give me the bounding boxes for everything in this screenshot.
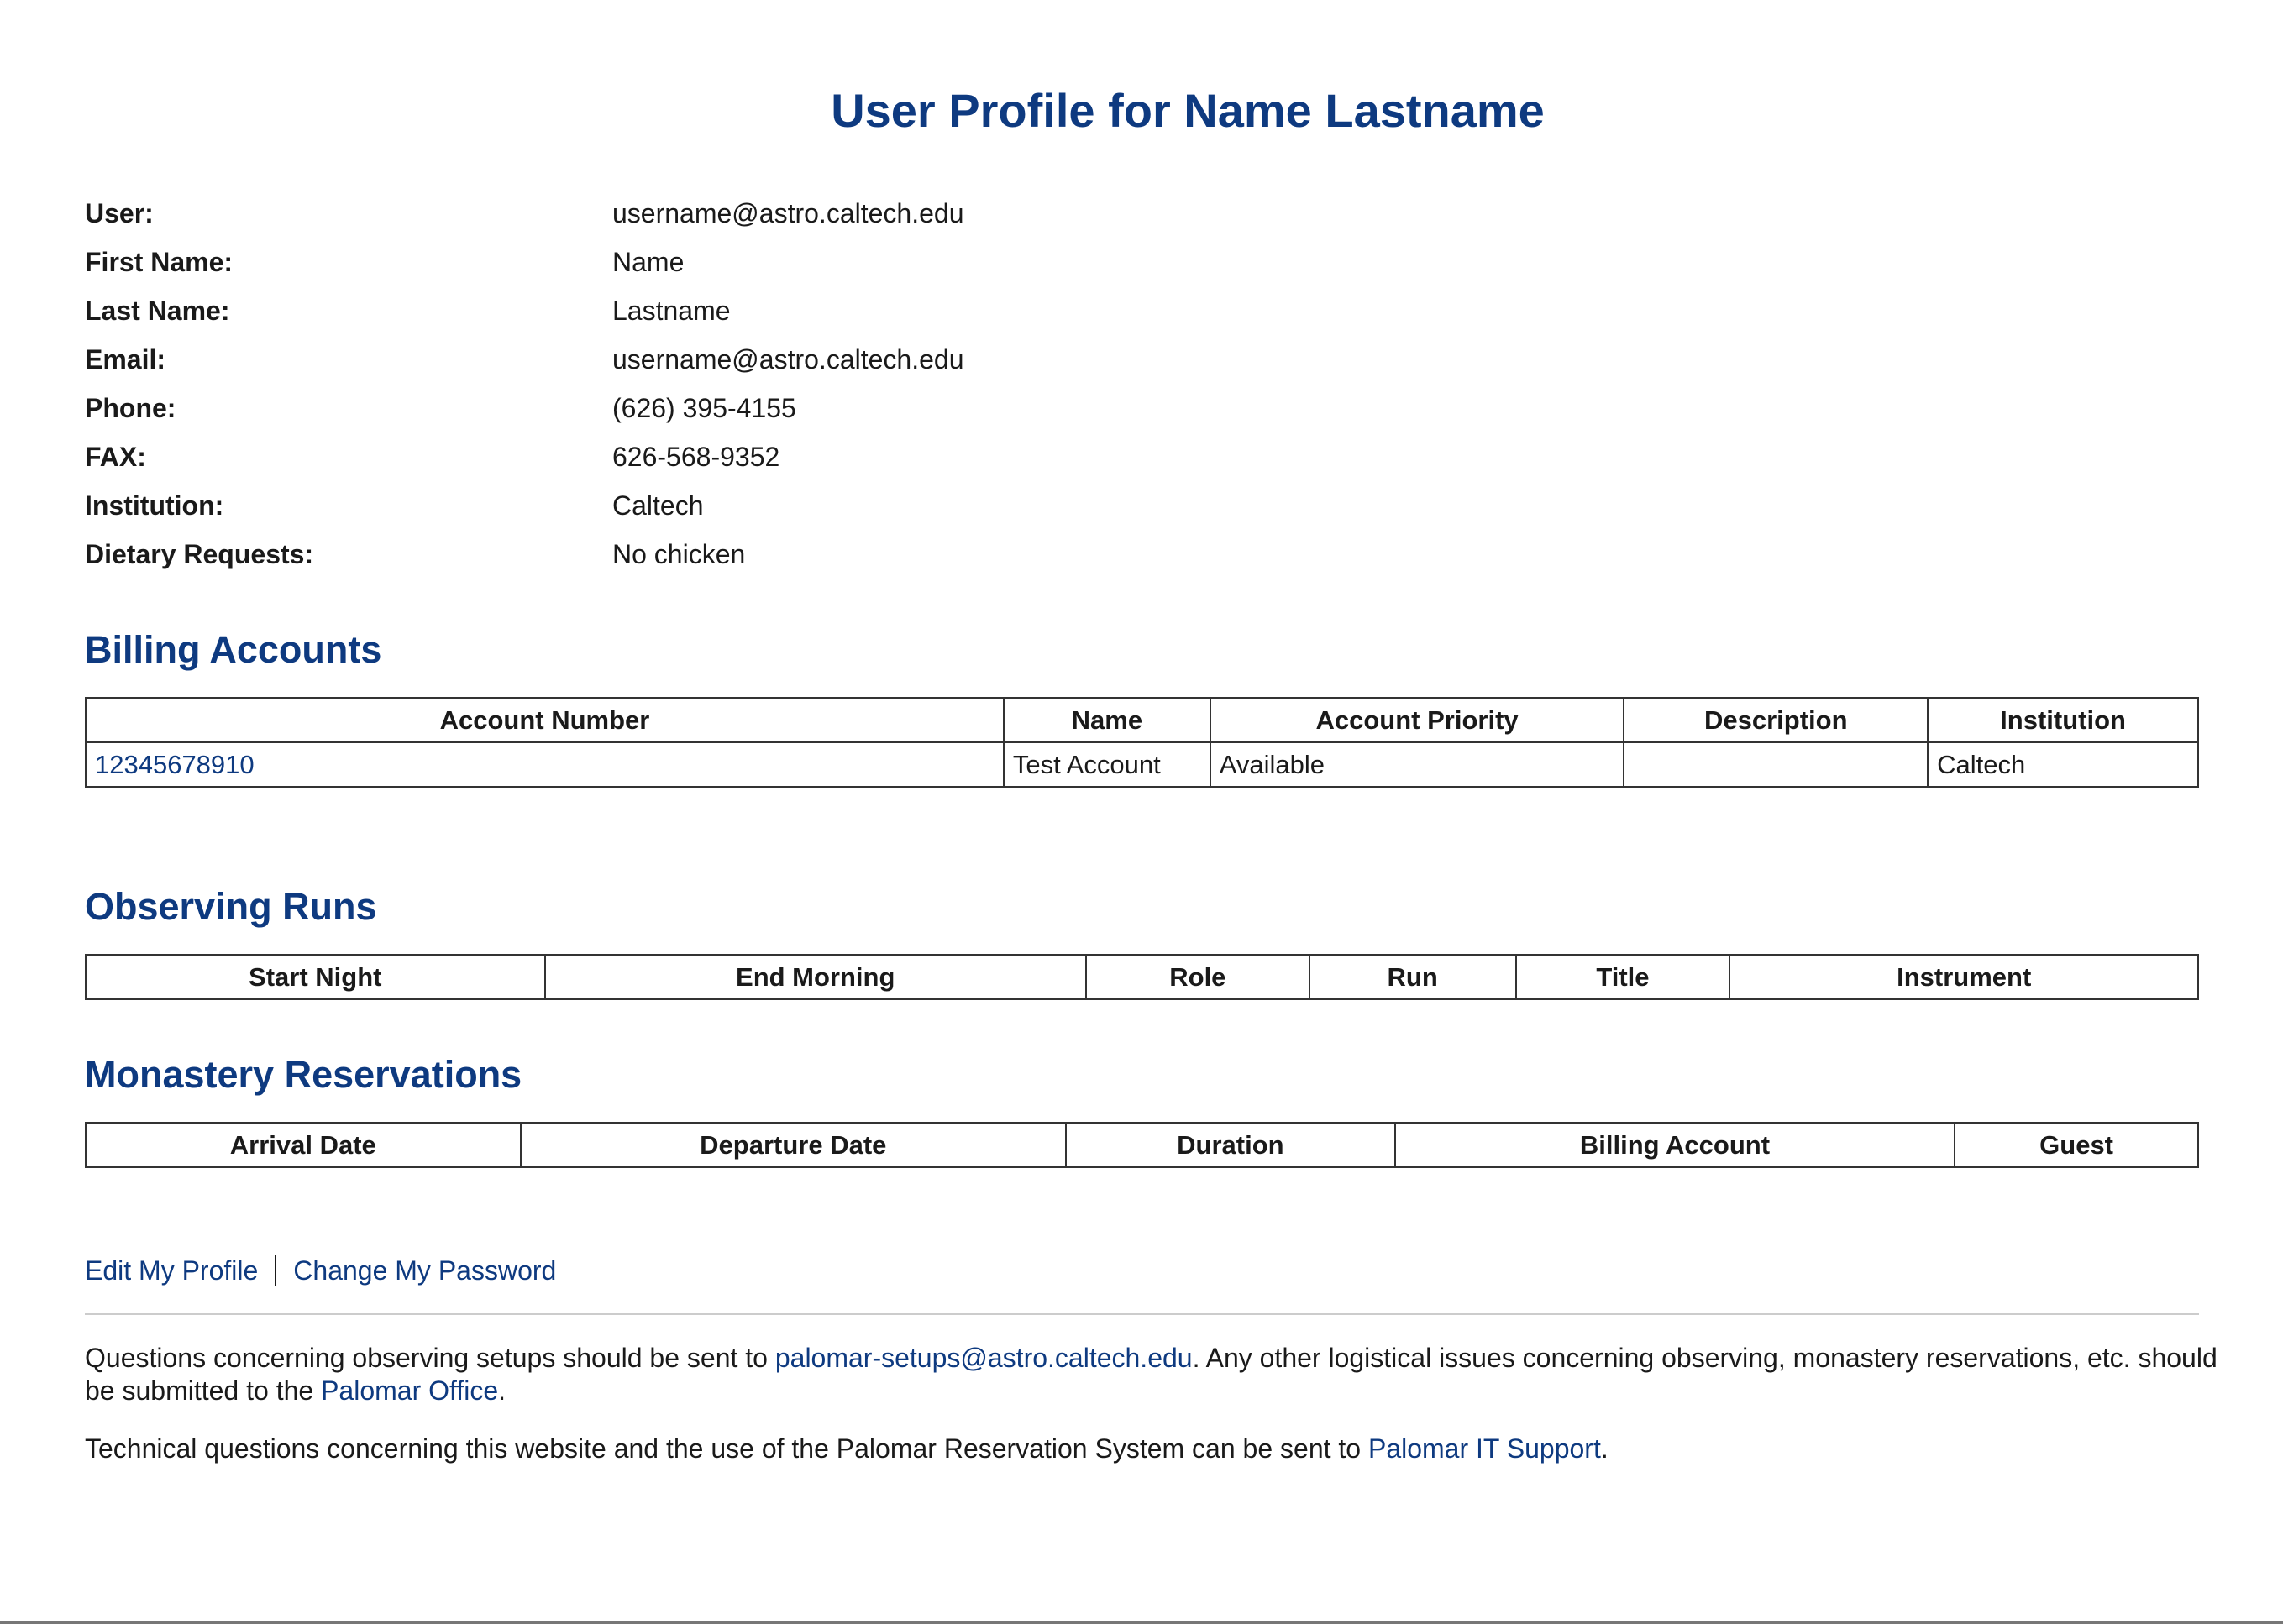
paragraph-text: . <box>498 1375 506 1406</box>
billing-accounts-heading: Billing Accounts <box>85 628 382 671</box>
observing-runs-table <box>85 954 2199 1000</box>
account-description-cell <box>1624 742 1928 787</box>
profile-label: User: <box>85 197 154 228</box>
change-password-link[interactable]: Change My Password <box>293 1255 557 1286</box>
column-header-description: Description <box>1624 698 1928 742</box>
column-header-end-morning: End Morning <box>545 955 1086 999</box>
table-header-row <box>86 698 2198 742</box>
profile-row-first-name <box>85 238 1261 286</box>
column-header-name: Name <box>1004 698 1210 742</box>
column-header-account-priority: Account Priority <box>1210 698 1624 742</box>
column-header-instrument: Instrument <box>1729 955 2198 999</box>
technical-questions-paragraph <box>85 1433 2235 1465</box>
column-header-departure-date: Departure Date <box>521 1123 1066 1167</box>
profile-value-first-name: Name <box>612 246 685 277</box>
profile-label: Last Name: <box>85 295 230 326</box>
paragraph-text: . <box>1600 1433 1609 1464</box>
profile-row-fax <box>85 432 1261 481</box>
profile-row-last-name <box>85 286 1261 335</box>
paragraph-text: Technical questions concerning this website and the use of the Palomar Reservation System can be sent to <box>85 1433 1368 1464</box>
setups-email-link[interactable]: palomar-setups@astro.caltech.edu <box>774 1343 1193 1373</box>
column-header-arrival-date: Arrival Date <box>86 1123 521 1167</box>
table-header-row <box>86 1123 2198 1167</box>
paragraph-text: Questions concerning observing setups should be sent to <box>85 1343 775 1373</box>
column-header-duration: Duration <box>1066 1123 1395 1167</box>
profile-row-institution <box>85 481 1261 530</box>
column-header-institution: Institution <box>1928 698 2198 742</box>
link-separator <box>275 1255 276 1286</box>
divider <box>85 1313 2199 1315</box>
paragraph-text: . Any other logistical issues concerning observing, monastery reservations, etc. should be submitted to the <box>85 1343 2217 1406</box>
account-name-cell: Test Account <box>1004 742 1210 787</box>
monastery-reservations-heading: Monastery Reservations <box>85 1053 522 1096</box>
it-support-link[interactable]: Palomar IT Support <box>1367 1433 1601 1464</box>
edit-profile-link[interactable]: Edit My Profile <box>85 1255 259 1286</box>
observing-questions-paragraph <box>85 1342 2235 1407</box>
account-number-link[interactable]: 12345678910 <box>95 749 255 779</box>
column-header-role: Role <box>1086 955 1309 999</box>
palomar-office-link[interactable]: Palomar Office <box>321 1375 499 1406</box>
profile-row-email <box>85 335 1261 384</box>
account-institution-cell: Caltech <box>1928 742 2198 787</box>
column-header-guest: Guest <box>1955 1123 2198 1167</box>
column-header-run: Run <box>1309 955 1516 999</box>
profile-value-user: username@astro.caltech.edu <box>612 197 964 228</box>
observing-runs-heading: Observing Runs <box>85 885 377 928</box>
profile-row-dietary <box>85 530 1261 579</box>
footer-links <box>85 1251 556 1290</box>
profile-value-dietary: No chicken <box>612 538 746 569</box>
column-header-title: Title <box>1516 955 1730 999</box>
profile-label: Phone: <box>85 392 176 423</box>
table-header-row <box>86 955 2198 999</box>
profile-value-fax: 626-568-9352 <box>612 441 780 472</box>
profile-label: Email: <box>85 343 166 375</box>
page-title: User Profile for Name Lastname <box>831 84 1545 137</box>
profile-label: FAX: <box>85 441 146 472</box>
monastery-reservations-table <box>85 1122 2199 1168</box>
profile-value-email: username@astro.caltech.edu <box>612 343 964 375</box>
table-row <box>86 742 2198 787</box>
profile-value-phone: (626) 395-4155 <box>612 392 796 423</box>
billing-accounts-table <box>85 697 2199 788</box>
profile-label: Dietary Requests: <box>85 538 314 569</box>
profile-row-phone <box>85 384 1261 432</box>
profile-details <box>85 189 1261 579</box>
column-header-start-night: Start Night <box>86 955 545 999</box>
profile-row-user <box>85 189 1261 238</box>
account-number-cell <box>86 742 1004 787</box>
account-priority-cell: Available <box>1210 742 1624 787</box>
column-header-billing-account: Billing Account <box>1395 1123 1955 1167</box>
profile-label: Institution: <box>85 490 224 521</box>
profile-value-last-name: Lastname <box>612 295 731 326</box>
profile-label: First Name: <box>85 246 234 277</box>
column-header-account-number: Account Number <box>86 698 1004 742</box>
profile-value-institution: Caltech <box>612 490 704 521</box>
